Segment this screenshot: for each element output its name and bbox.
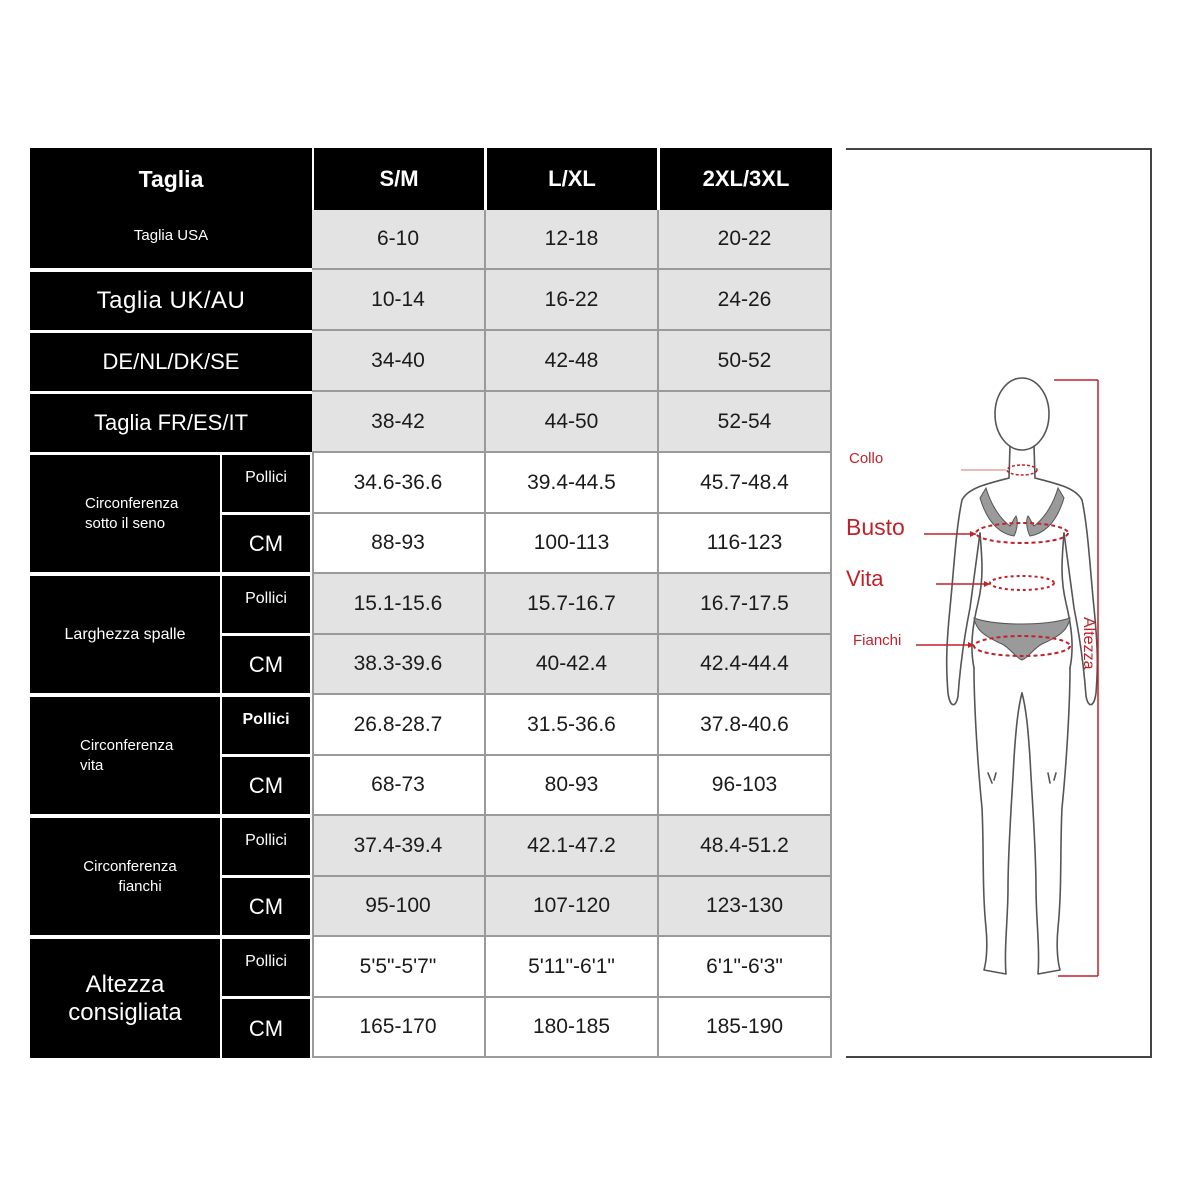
group-label-line1: Circonferenza xyxy=(83,857,177,875)
group-label-hips xyxy=(30,818,220,935)
cell-hips-cm-sm: 95-100 xyxy=(312,877,486,937)
cell-uk-2xl3xl: 24-26 xyxy=(659,270,832,331)
cell-usa-2xl3xl: 20-22 xyxy=(659,210,832,270)
cell-hips-in-2xl3xl: 48.4-51.2 xyxy=(659,816,832,877)
cell-shoulders-in-sm: 15.1-15.6 xyxy=(312,574,486,635)
group-label-line2: sotto il seno xyxy=(85,514,166,532)
column-header-lxl: L/XL xyxy=(487,148,657,210)
cell-waist-cm-sm: 68-73 xyxy=(312,756,486,816)
cell-fr-lxl: 44-50 xyxy=(486,392,659,453)
cell-hips-in-sm: 37.4-39.4 xyxy=(312,816,486,877)
row-label-uk-au: Taglia UK/AU xyxy=(30,272,312,330)
cell-shoulders-cm-sm: 38.3-39.6 xyxy=(312,635,486,695)
height-label: Altezza xyxy=(1080,617,1097,670)
cell-height-in-lxl: 5'11"-6'1" xyxy=(486,937,659,998)
group-label-height xyxy=(30,939,220,1058)
cell-usa-sm: 6-10 xyxy=(312,210,486,270)
row-label-fr-es-it: Taglia FR/ES/IT xyxy=(30,394,312,452)
cell-height-cm-sm: 165-170 xyxy=(312,998,486,1058)
cell-waist-cm-lxl: 80-93 xyxy=(486,756,659,816)
unit-label-cm: CM xyxy=(222,636,310,693)
unit-label-inches: Pollici xyxy=(222,939,310,996)
cell-waist-in-2xl3xl: 37.8-40.6 xyxy=(659,695,832,756)
cell-uk-sm: 10-14 xyxy=(312,270,486,331)
cell-hips-cm-2xl3xl: 123-130 xyxy=(659,877,832,937)
bust-label: Busto xyxy=(846,514,905,540)
unit-label-cm: CM xyxy=(222,878,310,935)
unit-label-inches: Pollici xyxy=(222,455,310,512)
cell-height-cm-lxl: 180-185 xyxy=(486,998,659,1058)
size-column-header: Taglia xyxy=(30,148,312,210)
row-label-de-nl-dk-se: DE/NL/DK/SE xyxy=(30,333,312,391)
group-label-line2: consigliata xyxy=(68,998,182,1026)
group-label-line2: fianchi xyxy=(118,877,162,895)
group-label-underbust xyxy=(30,455,220,572)
group-label-waist xyxy=(30,697,220,814)
cell-underbust-in-2xl3xl: 45.7-48.4 xyxy=(659,453,832,514)
cell-shoulders-in-lxl: 15.7-16.7 xyxy=(486,574,659,635)
column-header-2xl3xl: 2XL/3XL xyxy=(660,148,832,210)
unit-label-cm: CM xyxy=(222,515,310,572)
row-label-usa: Taglia USA xyxy=(30,210,312,268)
waist-label: Vita xyxy=(846,566,884,591)
unit-label-cm: CM xyxy=(222,999,310,1058)
unit-label-cm: CM xyxy=(222,757,310,814)
cell-height-in-sm: 5'5"-5'7" xyxy=(312,937,486,998)
cell-waist-cm-2xl3xl: 96-103 xyxy=(659,756,832,816)
column-header-sm: S/M xyxy=(314,148,484,210)
cell-underbust-cm-lxl: 100-113 xyxy=(486,514,659,574)
cell-shoulders-cm-2xl3xl: 42.4-44.4 xyxy=(659,635,832,695)
cell-waist-in-sm: 26.8-28.7 xyxy=(312,695,486,756)
group-label-shoulders: Larghezza spalle xyxy=(30,576,220,693)
unit-label-inches: Pollici xyxy=(222,576,310,633)
cell-hips-cm-lxl: 107-120 xyxy=(486,877,659,937)
cell-underbust-cm-2xl3xl: 116-123 xyxy=(659,514,832,574)
group-label-line2: vita xyxy=(80,756,104,774)
cell-de-lxl: 42-48 xyxy=(486,331,659,392)
cell-waist-in-lxl: 31.5-36.6 xyxy=(486,695,659,756)
cell-de-2xl3xl: 50-52 xyxy=(659,331,832,392)
cell-uk-lxl: 16-22 xyxy=(486,270,659,331)
cell-fr-2xl3xl: 52-54 xyxy=(659,392,832,453)
bikini-top-shape xyxy=(980,488,1064,536)
cell-underbust-in-lxl: 39.4-44.5 xyxy=(486,453,659,514)
cell-height-in-2xl3xl: 6'1"-6'3" xyxy=(659,937,832,998)
cell-shoulders-in-2xl3xl: 16.7-17.5 xyxy=(659,574,832,635)
table-divider xyxy=(312,453,314,1058)
cell-hips-in-lxl: 42.1-47.2 xyxy=(486,816,659,877)
group-label-line1: Circonferenza xyxy=(80,736,174,754)
cell-usa-lxl: 12-18 xyxy=(486,210,659,270)
cell-de-sm: 34-40 xyxy=(312,331,486,392)
group-label-line1: Altezza xyxy=(85,970,165,998)
unit-label-inches: Pollici xyxy=(222,818,310,875)
cell-fr-sm: 38-42 xyxy=(312,392,486,453)
cell-shoulders-cm-lxl: 40-42.4 xyxy=(486,635,659,695)
body-measurement-illustration xyxy=(846,148,1152,1058)
unit-label-inches: Pollici xyxy=(222,697,310,754)
group-label-line1: Circonferenza xyxy=(85,494,179,512)
cell-height-cm-2xl3xl: 185-190 xyxy=(659,998,832,1058)
hips-label: Fianchi xyxy=(853,632,902,649)
neck-label: Collo xyxy=(849,450,884,467)
cell-underbust-cm-sm: 88-93 xyxy=(312,514,486,574)
cell-underbust-in-sm: 34.6-36.6 xyxy=(312,453,486,514)
